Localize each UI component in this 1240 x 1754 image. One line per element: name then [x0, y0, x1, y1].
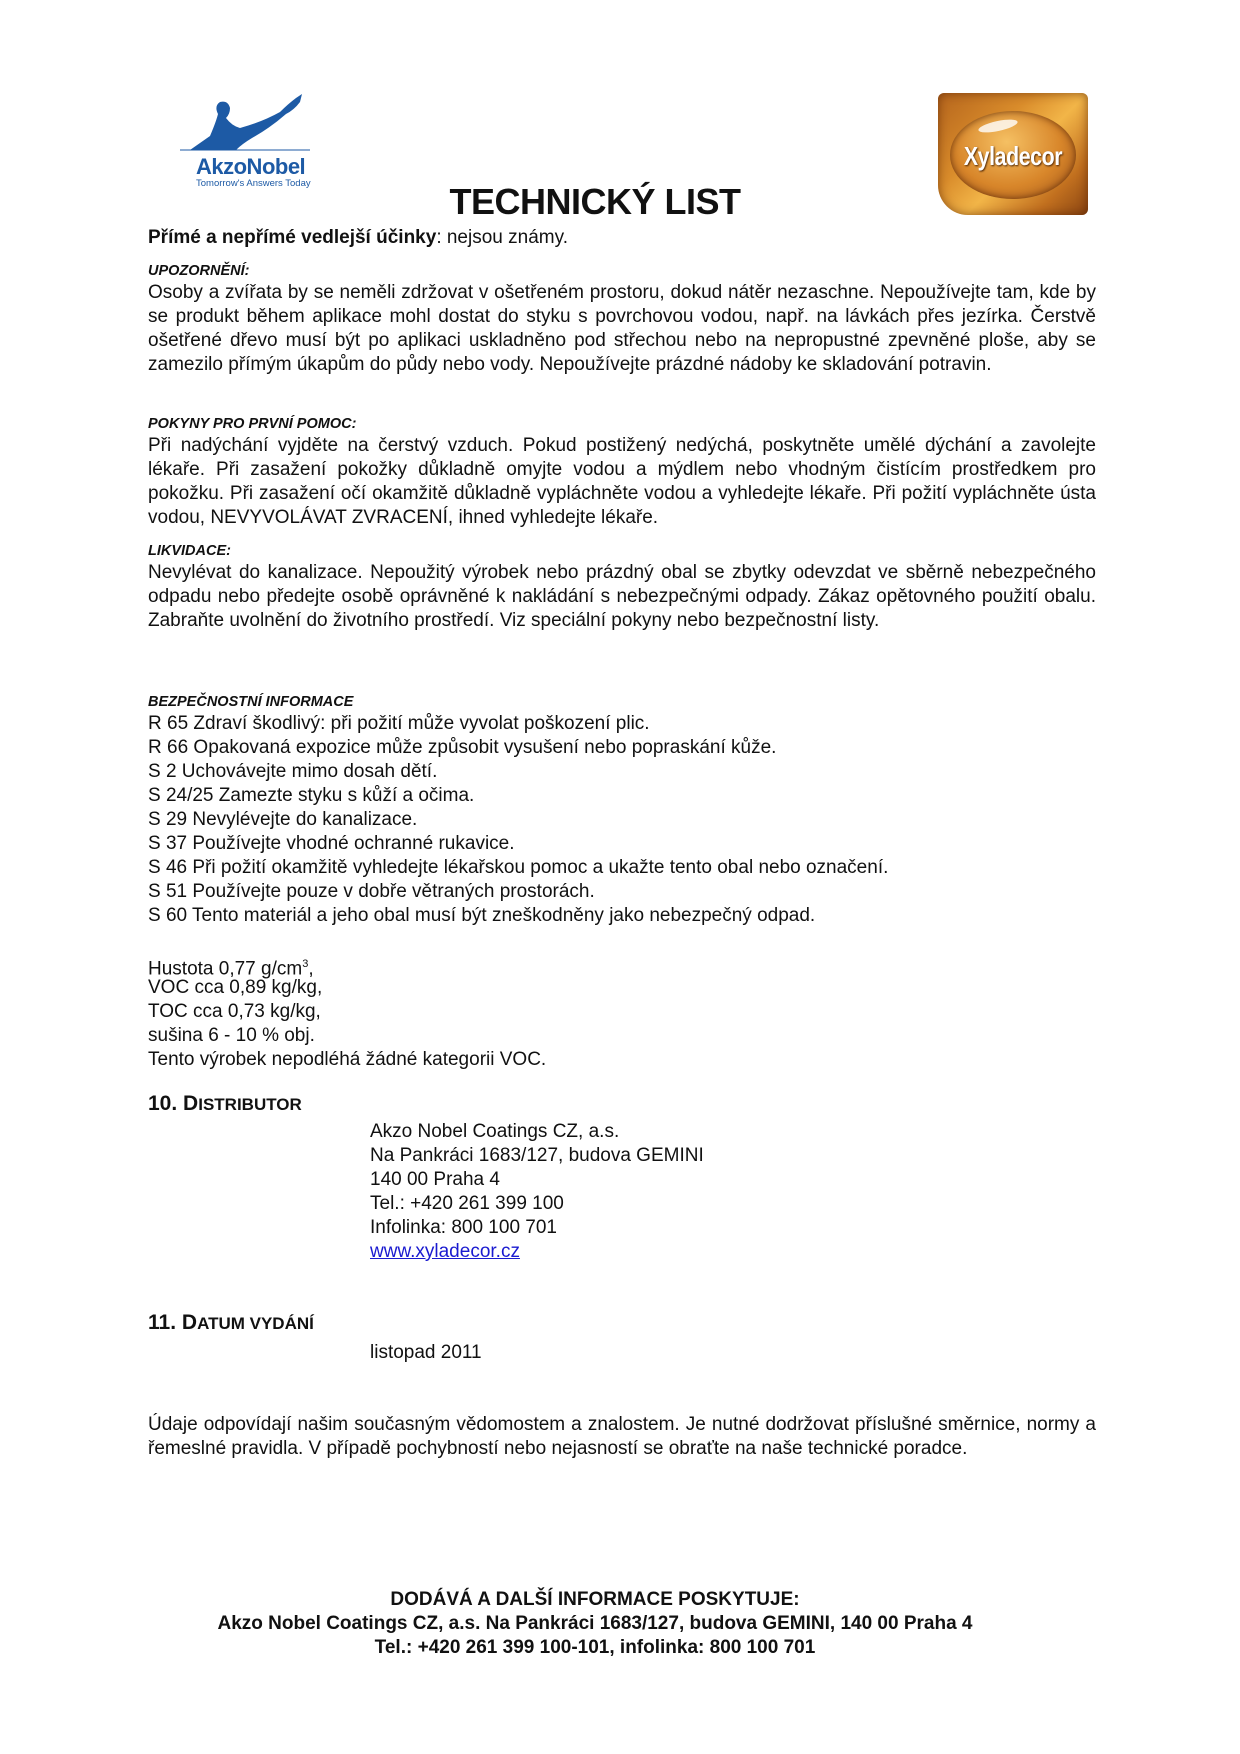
safety-phrase: R 66 Opakovaná expozice může způsobit vysušení nebo popraskání kůže. [148, 737, 777, 758]
side-effects-value: : nejsou známy. [436, 227, 568, 248]
safety-phrase: S 29 Nevylévejte do kanalizace. [148, 809, 418, 830]
akzonobel-figure-icon [170, 92, 320, 154]
page-title: TECHNICKÝ LIST [449, 181, 741, 222]
warning-text: Osoby a zvířata by se neměli zdržovat v ošetřeném prostoru, dokud nátěr nezaschne. Nepoužívejte tam, kde by se produkt během aplikace mohl dostat do styku s povrchovou vodou, např. na lávkách přes jezírka. Čerstvě ošetřené dřevo musí být po aplikaci uskladněno pod střechou nebo na nepropustné zpevněné ploše, aby se zamezilo přímým úkapům do půdy nebo vody. Nepoužívejte prázdné nádoby ke skladování potravin. [148, 282, 1096, 375]
section-title-rest: ISTRIBUTOR [198, 1095, 302, 1114]
section-title-initial: D [183, 1092, 199, 1115]
safety-phrase: S 60 Tento materiál a jeho obal musí být zneškodněny jako nebezpečný odpad. [148, 905, 816, 926]
disposal-text: Nevylévat do kanalizace. Nepoužitý výrobek nebo prázdný obal se zbytky odevzdat ve sběrně nebezpečného odpadu nebo předejte osobě oprávněné k nakládání s nebezpečnými odpady. Zákaz opětovného použití obalu. Zabraňte uvolnění do životního prostředí. Viz speciální pokyny nebo bezpečnostní listy. [148, 562, 1096, 631]
distributor-line: Akzo Nobel Coatings CZ, a.s. [370, 1121, 620, 1142]
footer-line-2: Akzo Nobel Coatings CZ, a.s. Na Pankráci 1683/127, budova GEMINI, 140 00 Praha 4 [217, 1613, 973, 1634]
first-aid-heading: POKYNY PRO PRVNÍ POMOC: [148, 416, 357, 432]
solids-value: sušina 6 - 10 % obj. [148, 1025, 315, 1046]
footer-line-1: DODÁVÁ A DALŠÍ INFORMACE POSKYTUJE: [390, 1589, 800, 1610]
distributor-line: Infolinka: 800 100 701 [370, 1217, 557, 1238]
density-unit-exponent: 3 [302, 958, 309, 970]
akzonobel-tagline: Tomorrow's Answers Today [196, 178, 311, 189]
density-value: Hustota 0,77 g/cm [148, 958, 303, 980]
section-title-initial: D [181, 1311, 198, 1334]
footer-line-3: Tel.: +420 261 399 100-101, infolinka: 800 100 701 [374, 1637, 816, 1658]
distributor-line: Na Pankráci 1683/127, budova GEMINI [370, 1145, 704, 1166]
side-effects [148, 226, 568, 250]
toc-value: TOC cca 0,73 kg/kg, [148, 1001, 321, 1022]
section-title-rest: ATUM VYDÁNÍ [197, 1314, 314, 1333]
akzonobel-name: AkzoNobel [196, 154, 306, 179]
first-aid-text: Při nadýchání vyjděte na čerstvý vzduch. Pokud postižený nedýchá, poskytněte umělé dýchání a zavolejte lékaře. Při zasažení pokožky důkladně omyjte vodou a mýdlem nebo vhodným čistícím prostředkem pro pokožku. Při zasažení očí okamžitě důkladně vypláchněte vodou a vyhledejte lékaře. Při požití vypláchněte ústa vodou, NEVYVOLÁVAT ZVRACENÍ, ihned vyhledejte lékaře. [148, 435, 1096, 528]
issue-date-value: listopad 2011 [370, 1342, 482, 1363]
section-number: 11. [148, 1311, 177, 1334]
side-effects-label: Přímé a nepřímé vedlejší účinky [148, 227, 437, 248]
safety-phrase: S 2 Uchovávejte mimo dosah dětí. [148, 761, 438, 782]
safety-phrase: S 24/25 Zamezte styku s kůží a očima. [148, 785, 475, 806]
xyladecor-name: Xyladecor [963, 141, 1063, 171]
safety-phrase: S 37 Používejte vhodné ochranné rukavice. [148, 833, 515, 854]
warning-heading: UPOZORNĚNÍ: [148, 263, 250, 279]
safety-heading: BEZPEČNOSTNÍ INFORMACE [148, 694, 354, 710]
voc-category: Tento výrobek nepodléhá žádné kategorii VOC. [148, 1049, 547, 1070]
disclaimer: Údaje odpovídají našim současným vědomostem a znalostem. Je nutné dodržovat příslušné směrnice, normy a řemeslné pravidla. V případě pochybností nebo nejasností se obraťte na naše technické poradce. [148, 1414, 1096, 1459]
section-number: 10. [148, 1092, 178, 1115]
voc-value: VOC cca 0,89 kg/kg, [148, 977, 323, 998]
distributor-heading [148, 1092, 302, 1116]
safety-phrase: R 65 Zdraví škodlivý: při požití může vyvolat poškození plic. [148, 713, 650, 734]
density-suffix: , [308, 958, 314, 980]
safety-phrase: S 51 Používejte pouze v dobře větraných prostorách. [148, 881, 595, 902]
disposal-heading: LIKVIDACE: [148, 543, 231, 559]
website-link[interactable]: www.xyladecor.cz [370, 1241, 520, 1262]
issue-date-heading [148, 1311, 314, 1335]
distributor-line: 140 00 Praha 4 [370, 1169, 500, 1190]
safety-phrase: S 46 Při požití okamžitě vyhledejte lékařskou pomoc a ukažte tento obal nebo označení. [148, 857, 889, 878]
distributor-line: Tel.: +420 261 399 100 [370, 1193, 564, 1214]
